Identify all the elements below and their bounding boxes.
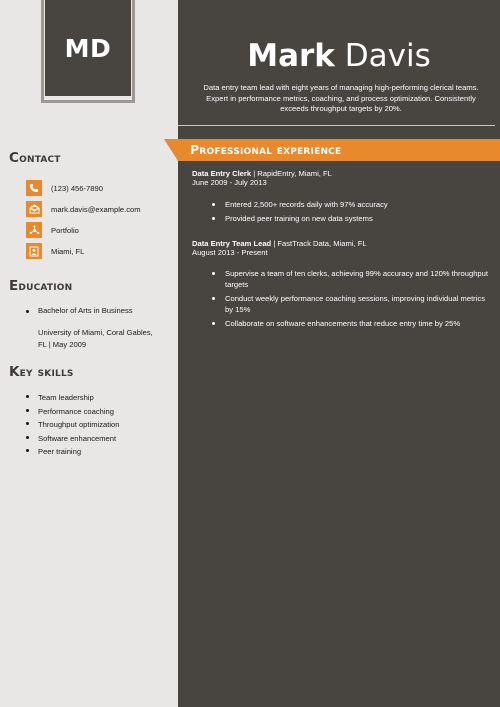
job-bullet: Conduct weekly performance coaching sessions, improving individual metrics by 15% — [212, 293, 494, 315]
skill-item: Software enhancement — [26, 432, 166, 446]
job-bullet: Provided peer training on new data systems — [212, 213, 494, 224]
education-degree: Bachelor of Arts in Business — [26, 306, 166, 315]
skill-item: Team leadership — [26, 391, 166, 405]
job-bullets — [212, 199, 494, 224]
job-entry — [192, 239, 492, 257]
education-school-line2: FL | May 2009 — [38, 340, 87, 349]
contact-location — [26, 243, 84, 259]
contact-phone-text: (123) 456-7890 — [51, 183, 103, 193]
job-company: | RapidEntry, Miami, FL — [251, 169, 332, 178]
job-bullets — [212, 268, 494, 329]
profile-summary: Data entry team lead with eight years of managing high-performing clerical teams. Expert in performance metrics, coaching, and process optimization. Consistently exceeds throughput targets by 20%. — [203, 83, 479, 113]
education-school-line1: University of Miami, Coral Gables, — [38, 328, 153, 337]
header-divider — [178, 125, 495, 126]
left-sidebar — [0, 0, 178, 707]
job-bullet: Supervise a team of ten clerks, achieving 99% accuracy and 120% throughput targets — [212, 268, 494, 290]
first-name: Mark — [247, 38, 335, 74]
contact-email-text[interactable]: mark.davis@example.com — [51, 204, 141, 214]
skills-heading: Key skills — [9, 364, 74, 380]
job-title: Data Entry Team Lead — [192, 239, 272, 248]
contact-portfolio[interactable] — [26, 222, 79, 238]
job-entry — [192, 169, 492, 187]
phone-icon — [26, 180, 42, 196]
contact-heading: Contact — [9, 150, 61, 166]
monogram: MD — [45, 0, 131, 96]
job-bullet: Entered 2,500+ records daily with 97% accuracy — [212, 199, 494, 210]
skill-item: Performance coaching — [26, 405, 166, 419]
email-icon — [26, 201, 42, 217]
contact-email[interactable] — [26, 201, 141, 217]
education-heading: Education — [9, 278, 73, 294]
location-icon — [26, 243, 42, 259]
skills-list — [26, 391, 166, 459]
portfolio-icon — [26, 222, 42, 238]
last-name: Davis — [344, 38, 431, 74]
job-dates: August 2013 - Present — [192, 248, 268, 257]
contact-phone — [26, 180, 103, 196]
contact-location-text: Miami, FL — [51, 246, 85, 256]
education-school — [38, 327, 168, 351]
job-company: | FastTrack Data, Miami, FL — [271, 239, 367, 248]
job-title: Data Entry Clerk — [192, 169, 252, 178]
job-header — [192, 169, 492, 178]
experience-heading: Professional experience — [190, 142, 342, 157]
education-list — [26, 306, 166, 315]
contact-portfolio-text[interactable]: Portfolio — [51, 225, 79, 235]
job-header — [192, 239, 492, 248]
skill-item: Peer training — [26, 445, 166, 459]
job-bullet: Collaborate on software enhancements that reduce entry time by 25% — [212, 318, 494, 329]
candidate-name — [178, 38, 500, 74]
job-dates: June 2009 - July 2013 — [192, 178, 267, 187]
skill-item: Throughput optimization — [26, 418, 166, 432]
